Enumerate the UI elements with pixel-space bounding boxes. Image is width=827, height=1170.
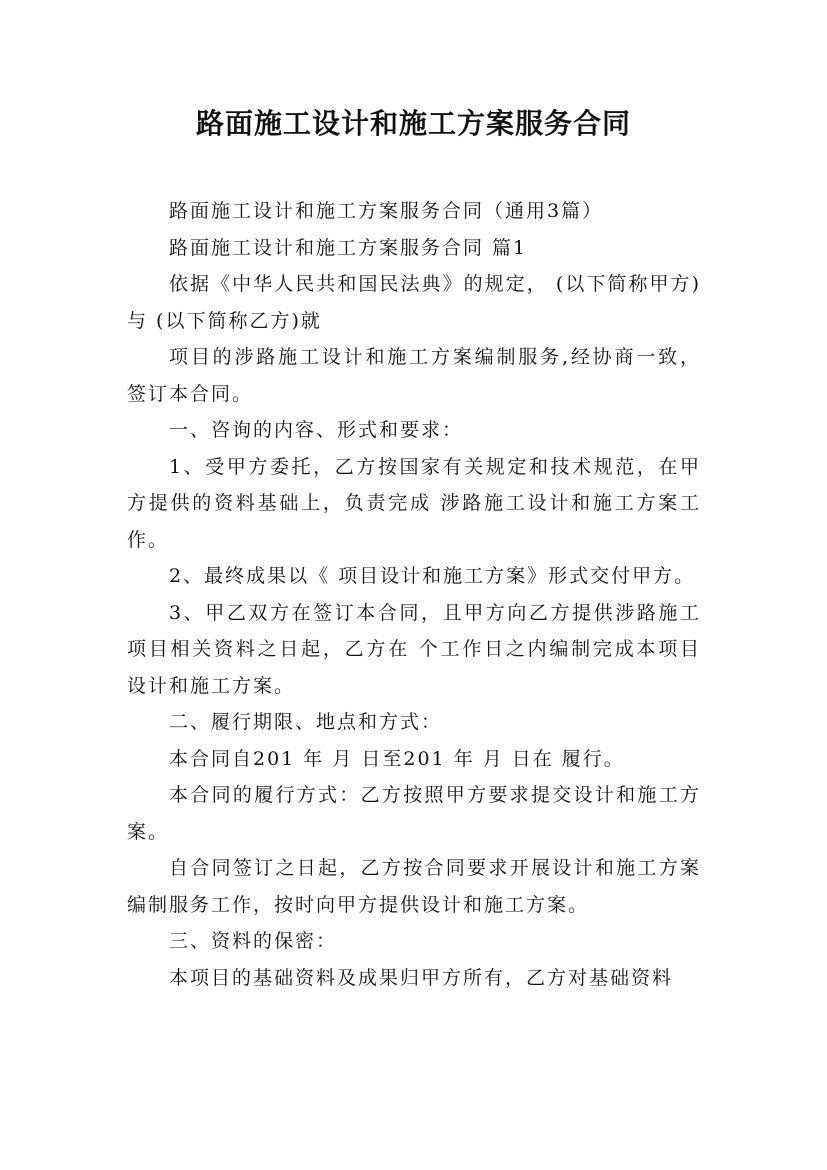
paragraph-subtitle: 路面施工设计和施工方案服务合同（通用3篇）	[169, 200, 604, 222]
paragraph: 本项目的基础资料及成果归甲方所有，乙方对基础资料	[169, 966, 674, 989]
paragraph: 3、甲乙双方在签订本合同，且甲方向乙方提供涉路施工项目相关资料之日起，乙方在 个工作日之内编制完成本项目设计和施工方案。	[127, 601, 701, 697]
paragraph-part-heading: 路面施工设计和施工方案服务合同 篇1	[169, 236, 528, 259]
document-body	[127, 193, 701, 996]
section-heading: 三、资料的保密：	[169, 930, 338, 952]
section-heading: 一、咨询的内容、形式和要求：	[169, 419, 464, 441]
paragraph: 项目的涉路施工设计和施工方案编制服务,经协商一致，签订本合同。	[127, 346, 701, 405]
paragraph: 本合同的履行方式：乙方按照甲方要求提交设计和施工方案。	[127, 784, 701, 843]
section-heading: 二、履行期限、地点和方式：	[169, 711, 443, 733]
paragraph: 2、最终成果以《 项目设计和施工方案》形式交付甲方。	[169, 565, 696, 587]
paragraph: 1、受甲方委托，乙方按国家有关规定和技术规范，在甲方提供的资料基础上，负责完成 涉路施工设计和施工方案工作。	[127, 455, 701, 551]
document-title: 路面施工设计和施工方案服务合同	[195, 107, 631, 140]
paragraph: 依据《中华人民共和国民法典》的规定， (以下简称甲方)与 (以下简称乙方)就	[127, 273, 701, 332]
paragraph: 本合同自201 年 月 日至201 年 月 日在 履行。	[169, 747, 625, 770]
paragraph: 自合同签订之日起，乙方按合同要求开展设计和施工方案编制服务工作，按时向甲方提供设计和施工方案。	[127, 857, 701, 916]
